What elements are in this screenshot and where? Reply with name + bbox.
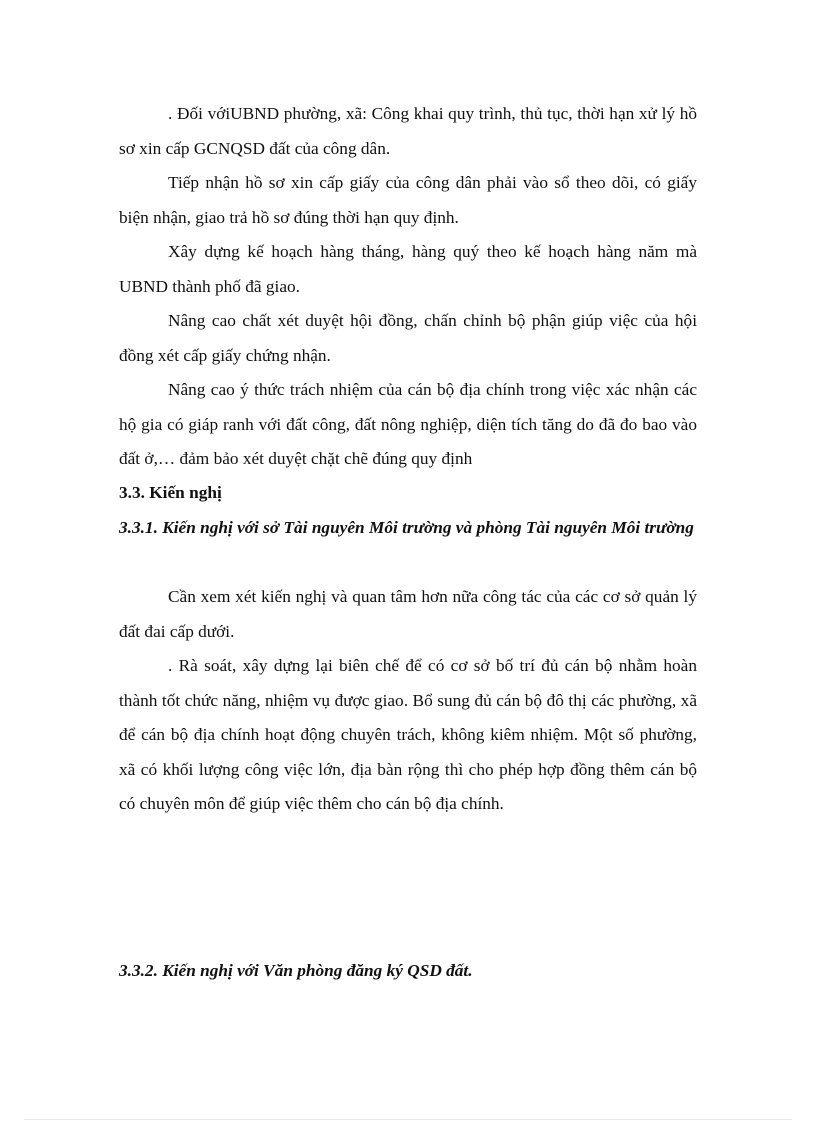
paragraph-staff-review: . Rà soát, xây dựng lại biên chế để có cơ sở bố trí đủ cán bộ nhằm hoàn thành tốt chức năng, nhiệm vụ được giao. Bổ sung đủ cán bộ đô thị các phường, xã để cán bộ địa chính hoạt động chuyên trách, không kiêm nhiệm. Một số phường, xã có khối lượng công việc lớn, địa bàn rộng thì cho phép hợp đồng thêm cán bộ có chuyên môn để giúp việc thêm cho cán bộ địa chính. — [119, 656, 697, 813]
paragraph-consider-recommendations: Cần xem xét kiến nghị và quan tâm hơn nữa công tác của các cơ sở quản lý đất đai cấp dưới. — [119, 587, 697, 641]
heading-section-3-3-2: 3.3.2. Kiến nghị với Văn phòng đăng ký QSD đất. — [119, 961, 473, 980]
paragraph-council-review: Nâng cao chất xét duyệt hội đồng, chấn chỉnh bộ phận giúp việc của hội đồng xét cấp giấy chứng nhận. — [119, 311, 697, 365]
heading-section-3-3-1: 3.3.1. Kiến nghị với sở Tài nguyên Môi trường và phòng Tài nguyên Môi trường — [119, 518, 694, 537]
paragraph-ubnd-ward: . Đối vớiUBND phường, xã: Công khai quy trình, thủ tục, thời hạn xử lý hồ sơ xin cấp GCNQSD đất của công dân. — [119, 104, 697, 158]
paragraph-receive-applications: Tiếp nhận hồ sơ xin cấp giấy của công dân phải vào sổ theo dõi, có giấy biện nhận, giao trả hồ sơ đúng thời hạn quy định. — [119, 173, 697, 227]
paragraph-monthly-plan: Xây dựng kế hoạch hàng tháng, hàng quý theo kế hoạch hàng năm mà UBND thành phố đã giao. — [119, 242, 697, 296]
page-bottom-edge — [24, 1119, 792, 1120]
heading-section-3-3: 3.3. Kiến nghị — [119, 483, 222, 502]
paragraph-responsibility: Nâng cao ý thức trách nhiệm của cán bộ địa chính trong việc xác nhận các hộ gia có giáp ranh với đất công, đất nông nghiệp, diện tích tăng do đã đo bao vào đất ở,… đảm bảo xét duyệt chặt chẽ đúng quy định — [119, 380, 697, 468]
